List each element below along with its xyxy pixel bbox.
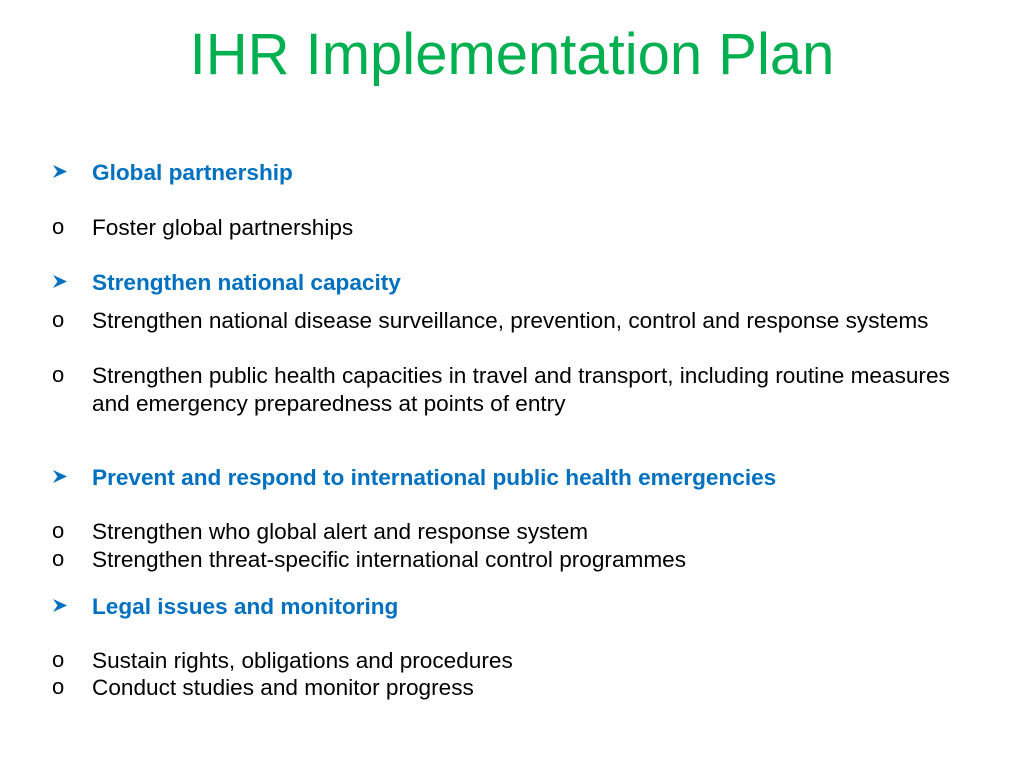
arrowhead-bullet-icon bbox=[52, 159, 70, 185]
section-heading-label: Prevent and respond to international public health emergencies bbox=[92, 465, 777, 490]
slide-title: IHR Implementation Plan bbox=[189, 22, 835, 87]
arrowhead-bullet-icon bbox=[52, 593, 70, 619]
hollow-circle-bullet-icon: o bbox=[52, 647, 65, 672]
list-item-text: Strengthen who global alert and response system bbox=[92, 519, 589, 544]
section-heading-label: Strengthen national capacity bbox=[92, 270, 401, 295]
section-heading-label: Global partnership bbox=[92, 160, 293, 185]
section-heading-label: Legal issues and monitoring bbox=[92, 594, 399, 619]
hollow-circle-bullet-icon: o bbox=[52, 214, 65, 239]
hollow-circle-bullet-icon: o bbox=[52, 674, 65, 699]
hollow-circle-bullet-icon: o bbox=[52, 518, 65, 543]
hollow-circle-bullet-icon: o bbox=[52, 307, 65, 332]
hollow-circle-bullet-icon: o bbox=[52, 362, 65, 387]
arrowhead-bullet-icon bbox=[52, 464, 70, 490]
arrowhead-bullet-icon bbox=[52, 269, 70, 295]
list-item-text: Strengthen public health capacities in travel and transport, including routine measures and emergency preparedness at points of entry bbox=[92, 363, 950, 416]
list-item-text: Sustain rights, obligations and procedures bbox=[92, 648, 513, 673]
hollow-circle-bullet-icon: o bbox=[52, 546, 65, 571]
list-item-text: Foster global partnerships bbox=[92, 215, 354, 240]
list-item-text: Strengthen threat-specific international control programmes bbox=[92, 547, 687, 572]
list-item-text: Conduct studies and monitor progress bbox=[92, 675, 474, 700]
list-item-text: Strengthen national disease surveillance, prevention, control and response systems bbox=[92, 308, 929, 333]
